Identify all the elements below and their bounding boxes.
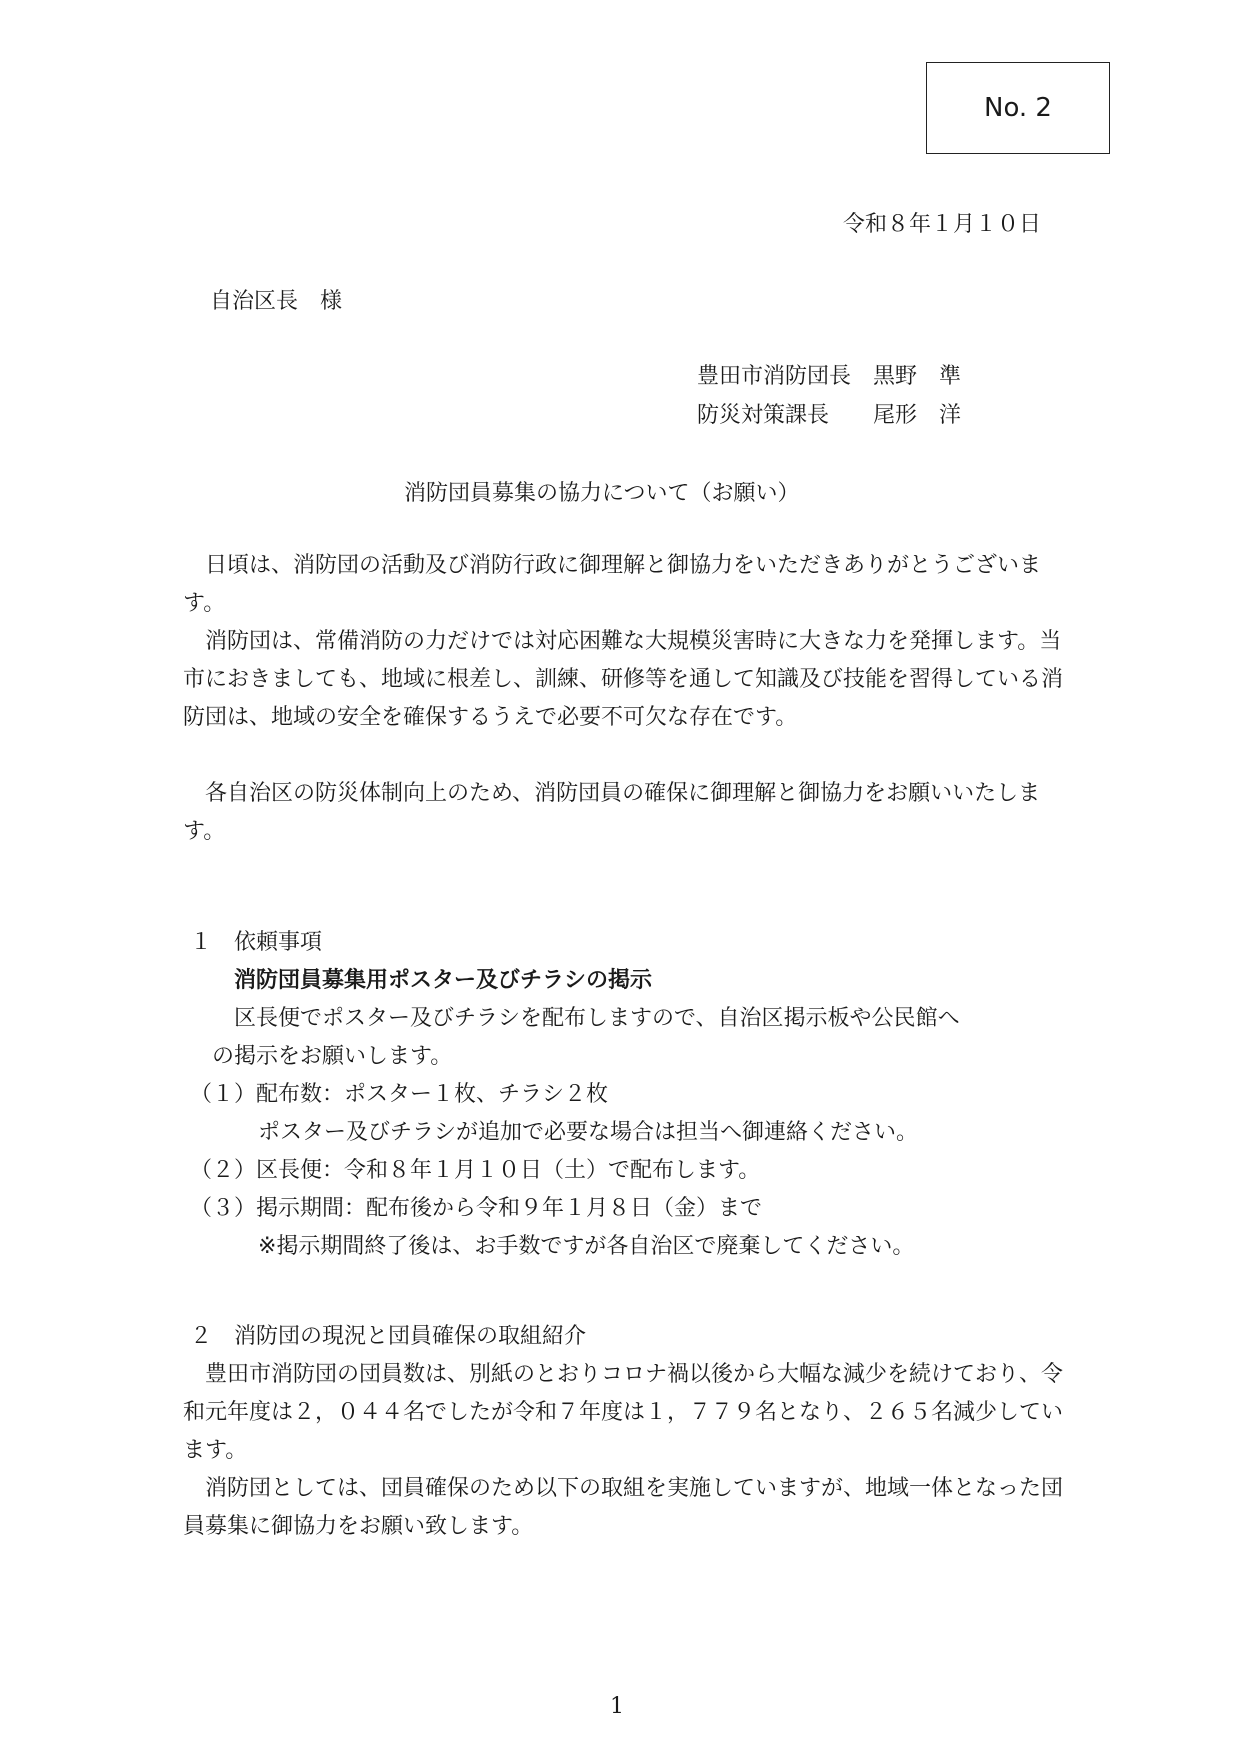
list-item: （２）区長便：令和８年１月１０日（土）で配布します。	[190, 1158, 761, 1183]
document-number: No. 2	[984, 93, 1052, 123]
addressee: 自治区長 様	[210, 289, 343, 314]
issue-date: 令和８年１月１０日	[843, 212, 1042, 237]
list-item: （１）配布数：ポスター１枚、チラシ２枚	[190, 1082, 609, 1107]
section1-body-line: の掲示をお願いします。	[212, 1044, 453, 1069]
list-item-note: ※掲示期間終了後は、お手数ですが各自治区で廃棄してください。	[258, 1234, 915, 1259]
document-title: 消防団員募集の協力について（お願い）	[404, 481, 800, 506]
section2-heading: ２ 消防団の現況と団員確保の取組紹介	[190, 1324, 587, 1349]
list-item: （３）掲示期間：配布後から令和９年１月８日（金）まで	[190, 1196, 763, 1221]
body-paragraph: 豊田市消防団の団員数は、別紙のとおりコロナ禍以後から大幅な減少を続けており、令和元年度は２，０４４名でしたが令和７年度は１，７７９名となり、２６５名減少しています。	[183, 1362, 1064, 1463]
section1-body-line: 区長便でポスター及びチラシを配布しますので、自治区掲示板や公民館へ	[212, 1006, 960, 1031]
sender-line: 豊田市消防団長 黒野 準	[697, 364, 962, 389]
body-paragraph: 消防団は、常備消防の力だけでは対応困難な大規模災害時に大きな力を発揮します。当市におきましても、地域に根差し、訓練、研修等を通して知識及び技能を習得している消防団は、地域の安全を確保するうえで必要不可欠な存在です。	[183, 629, 1064, 730]
document-number-box	[926, 62, 1110, 154]
list-item-note: ポスター及びチラシが追加で必要な場合は担当へ御連絡ください。	[258, 1120, 919, 1145]
body-paragraph: 各自治区の防災体制向上のため、消防団員の確保に御理解と御協力をお願いいたします。	[183, 781, 1041, 844]
section1-heading: １ 依頼事項	[190, 930, 323, 955]
page-number: 1	[610, 1694, 624, 1719]
body-paragraph: 日頃は、消防団の活動及び消防行政に御理解と御協力をいただきありがとうございます。	[183, 553, 1042, 616]
sender-line: 防災対策課長 尾形 洋	[697, 403, 962, 428]
body-paragraph: 消防団としては、団員確保のため以下の取組を実施していますが、地域一体となった団員募集に御協力をお願い致します。	[183, 1476, 1064, 1539]
section1-subheading: 消防団員募集用ポスター及びチラシの掲示	[234, 968, 653, 993]
